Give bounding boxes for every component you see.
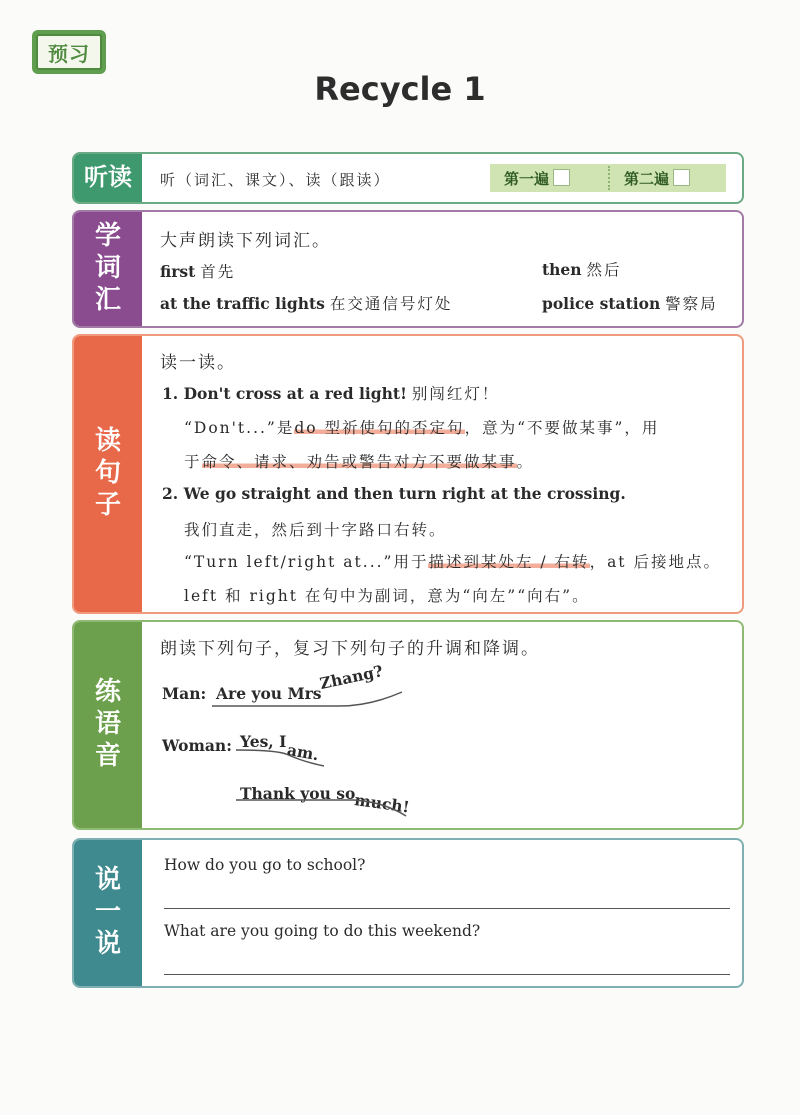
woman-falling-word: am. — [285, 740, 321, 765]
vocab-item-police-station: police station 警察局 — [542, 294, 718, 313]
sentence-2-translation: 我们直走，然后到十字路口右转。 — [184, 521, 447, 539]
second-pass — [624, 168, 690, 189]
preview-badge-label: 预习 — [36, 34, 102, 70]
sentence-1-note-line2: 于命令、请求、劝告或警告对方不要做某事。 — [184, 453, 535, 471]
man-line: Are you Mrs — [216, 684, 322, 703]
highlight: do 型祈使句的否定句 — [294, 419, 465, 437]
pronounce-instruction: 朗读下列句子，复习下列句子的升调和降调。 — [160, 639, 540, 659]
first-pass — [504, 168, 570, 189]
pronounce-label: 练语音 — [74, 622, 142, 828]
speak-section — [72, 838, 744, 988]
vocab-item-then: then 然后 — [542, 260, 622, 279]
sentence-1-note-line1: “Don't...”是do 型祈使句的否定句，意为“不要做某事”，用 — [184, 419, 660, 437]
page-title: Recycle 1 — [314, 70, 486, 108]
divider — [608, 166, 610, 190]
sentence-label: 读句子 — [74, 336, 142, 612]
sentence-section — [72, 334, 744, 614]
pronounce-section — [72, 620, 744, 830]
vocab-instruction: 大声朗读下列词汇。 — [160, 231, 331, 251]
woman-line: Yes, I — [240, 732, 287, 751]
second-pass-checkbox[interactable] — [673, 169, 690, 186]
answer-line-1[interactable] — [164, 908, 730, 909]
sentence-2: 2. We go straight and then turn right at the crossing. — [162, 484, 626, 503]
listen-section — [72, 152, 744, 204]
vocab-item-first: first 首先 — [160, 262, 236, 281]
rising-intonation-line — [210, 686, 410, 716]
listen-instruction: 听（词汇、课文）、读（跟读） — [160, 171, 391, 189]
falling-intonation-line-2 — [234, 794, 434, 830]
question-2: What are you going to do this weekend? — [164, 922, 481, 940]
vocab-label: 学词汇 — [74, 212, 142, 326]
listen-label: 听读 — [74, 154, 142, 202]
question-1: How do you go to school? — [164, 856, 366, 874]
first-pass-checkbox[interactable] — [553, 169, 570, 186]
speak-label: 说一说 — [74, 840, 142, 986]
answer-line-2[interactable] — [164, 974, 730, 975]
progress-checks — [490, 164, 726, 192]
sentence-2-note-line1: “Turn left/right at...”用于描述到某处左 / 右转，at 后接地点。 — [184, 553, 721, 571]
falling-intonation-line — [234, 744, 344, 784]
man-rising-word: Zhang? — [318, 661, 385, 693]
second-pass-label: 第二遍 — [624, 170, 670, 188]
first-pass-label: 第一遍 — [504, 170, 550, 188]
woman-label: Woman: — [162, 736, 232, 755]
thanks-falling-word: much! — [353, 790, 411, 817]
highlight: 命令、请求、劝告或警告对方不要做某事 — [201, 453, 517, 471]
vocab-item-traffic-lights: at the traffic lights 在交通信号灯处 — [160, 294, 453, 313]
highlight: 描述到某处左 / 右转 — [428, 553, 590, 571]
thanks-line: Thank you so — [240, 784, 356, 803]
sentence-2-note-line2: left 和 right 在句中为副词，意为“向左”“向右”。 — [184, 587, 590, 605]
vocab-section — [72, 210, 744, 328]
sentence-instruction: 读一读。 — [160, 353, 236, 373]
preview-badge — [32, 30, 106, 74]
man-label: Man: — [162, 684, 207, 703]
sentence-1: 1. Don't cross at a red light! 别闯红灯！ — [162, 384, 500, 403]
